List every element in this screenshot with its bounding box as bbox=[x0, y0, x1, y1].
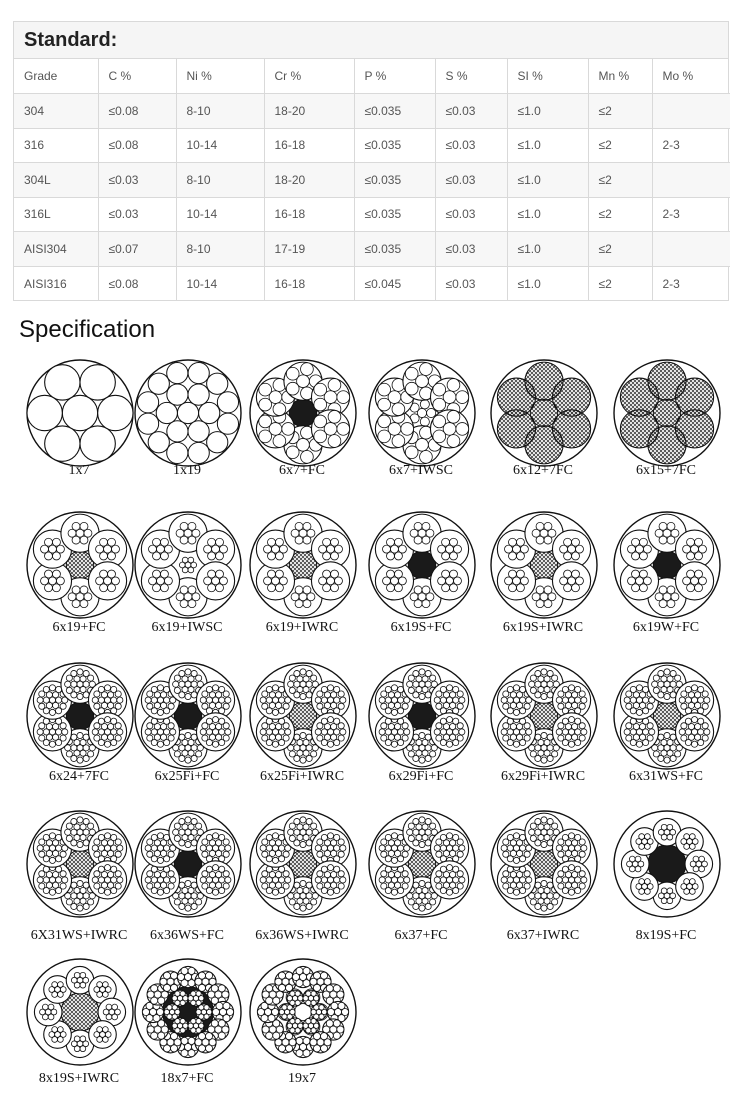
table-cell: 17-19 bbox=[264, 232, 354, 267]
table-header-row bbox=[14, 59, 730, 94]
table-cell: 2-3 bbox=[652, 197, 730, 232]
rope-diagram bbox=[607, 662, 725, 792]
rope-diagram-label: 6x19+IWSC bbox=[151, 620, 223, 635]
rope-cross-section-icon bbox=[134, 958, 242, 1066]
rope-diagram bbox=[243, 359, 361, 489]
rope-diagram-label: 19x7 bbox=[288, 1071, 316, 1086]
table-cell: ≤0.03 bbox=[435, 128, 507, 163]
table-cell: ≤0.03 bbox=[98, 163, 176, 198]
table-cell: ≤1.0 bbox=[507, 94, 588, 129]
rope-diagram bbox=[607, 511, 725, 641]
rope-diagram-label: 18x7+FC bbox=[160, 1071, 214, 1086]
rope-cross-section-icon bbox=[134, 359, 242, 467]
table-cell: 10-14 bbox=[176, 266, 264, 301]
table-cell: 304 bbox=[14, 94, 98, 129]
table-cell: ≤0.03 bbox=[435, 232, 507, 267]
rope-diagram bbox=[243, 662, 361, 792]
rope-cross-section-icon bbox=[249, 958, 357, 1066]
table-cell: ≤0.07 bbox=[98, 232, 176, 267]
column-header: C % bbox=[98, 59, 176, 94]
table-cell: ≤0.035 bbox=[354, 128, 435, 163]
table-cell: ≤0.035 bbox=[354, 232, 435, 267]
table-cell: 8-10 bbox=[176, 94, 264, 129]
table-cell: AISI316 bbox=[14, 266, 98, 301]
rope-cross-section-icon bbox=[26, 511, 134, 619]
rope-diagram-label: 6x19W+FC bbox=[632, 620, 700, 635]
rope-diagram-label: 6x24+7FC bbox=[48, 769, 110, 784]
rope-cross-section-icon bbox=[368, 662, 476, 770]
rope-diagram bbox=[20, 511, 138, 641]
rope-diagram bbox=[484, 662, 602, 792]
rope-diagram-label: 6x29Fi+FC bbox=[388, 769, 454, 784]
rope-cross-section-icon bbox=[490, 359, 598, 467]
table-cell: 16-18 bbox=[264, 266, 354, 301]
rope-cross-section-icon bbox=[613, 662, 721, 770]
table-cell: ≤2 bbox=[588, 128, 652, 163]
rope-cross-section-icon bbox=[490, 662, 598, 770]
column-header: P % bbox=[354, 59, 435, 94]
table-cell: ≤0.035 bbox=[354, 94, 435, 129]
table-cell: ≤1.0 bbox=[507, 197, 588, 232]
rope-diagram-label: 6x12+7FC bbox=[512, 463, 574, 478]
rope-diagram bbox=[128, 359, 246, 489]
column-header: SI % bbox=[507, 59, 588, 94]
rope-cross-section-icon bbox=[490, 511, 598, 619]
table-cell: ≤1.0 bbox=[507, 266, 588, 301]
table-cell: ≤0.03 bbox=[435, 197, 507, 232]
table-cell: ≤1.0 bbox=[507, 163, 588, 198]
rope-diagram bbox=[362, 359, 480, 489]
table-cell: ≤2 bbox=[588, 163, 652, 198]
table-cell: ≤2 bbox=[588, 232, 652, 267]
rope-diagram-label: 1x7 bbox=[68, 463, 90, 478]
table-cell: 16-18 bbox=[264, 128, 354, 163]
table-cell: ≤0.08 bbox=[98, 266, 176, 301]
table-cell: 10-14 bbox=[176, 128, 264, 163]
specification-title: Specification bbox=[19, 316, 156, 343]
table-cell: AISI304 bbox=[14, 232, 98, 267]
rope-diagram bbox=[128, 511, 246, 641]
rope-diagram-label: 6x31WS+FC bbox=[628, 769, 704, 784]
rope-diagram-label: 8x19S+FC bbox=[635, 928, 697, 943]
table-cell: ≤1.0 bbox=[507, 128, 588, 163]
rope-cross-section-icon bbox=[368, 359, 476, 467]
table-cell: ≤0.03 bbox=[435, 163, 507, 198]
rope-cross-section-icon bbox=[134, 511, 242, 619]
rope-cross-section-icon bbox=[249, 511, 357, 619]
table-cell: 316L bbox=[14, 197, 98, 232]
rope-diagram bbox=[20, 662, 138, 792]
rope-diagram-label: 6x37+IWRC bbox=[506, 928, 580, 943]
column-header: Grade bbox=[14, 59, 98, 94]
table-cell: 316 bbox=[14, 128, 98, 163]
rope-diagram bbox=[484, 511, 602, 641]
rope-diagram bbox=[128, 810, 246, 943]
table-cell: ≤2 bbox=[588, 94, 652, 129]
column-header: Ni % bbox=[176, 59, 264, 94]
rope-cross-section-icon bbox=[26, 662, 134, 770]
rope-diagram bbox=[20, 359, 138, 489]
rope-diagram-label: 6x19S+FC bbox=[390, 620, 452, 635]
rope-diagram bbox=[362, 810, 480, 943]
rope-cross-section-icon bbox=[368, 511, 476, 619]
table-cell: ≤1.0 bbox=[507, 232, 588, 267]
table-cell: 2-3 bbox=[652, 128, 730, 163]
standard-title: Standard: bbox=[14, 22, 728, 59]
table-cell: ≤0.03 bbox=[435, 266, 507, 301]
rope-diagram-label: 6x36WS+FC bbox=[149, 928, 225, 943]
rope-diagram-label: 6x15+7FC bbox=[635, 463, 697, 478]
table-cell: ≤0.08 bbox=[98, 94, 176, 129]
column-header: S % bbox=[435, 59, 507, 94]
rope-diagram-label: 6x25Fi+FC bbox=[154, 769, 220, 784]
rope-diagram-label: 6x29Fi+IWRC bbox=[500, 769, 586, 784]
rope-cross-section-icon bbox=[613, 810, 721, 918]
rope-diagram-label: 6x37+FC bbox=[394, 928, 448, 943]
table-cell bbox=[652, 232, 730, 267]
rope-cross-section-icon bbox=[613, 359, 721, 467]
table-cell: 8-10 bbox=[176, 232, 264, 267]
table-cell: 10-14 bbox=[176, 197, 264, 232]
rope-diagram-label: 1x19 bbox=[173, 463, 201, 478]
rope-cross-section-icon bbox=[613, 511, 721, 619]
rope-diagram bbox=[20, 958, 138, 1088]
rope-diagram-label: 8x19S+IWRC bbox=[38, 1071, 120, 1086]
table-cell: ≤0.08 bbox=[98, 128, 176, 163]
rope-cross-section-icon bbox=[134, 662, 242, 770]
table-cell: 2-3 bbox=[662, 276, 680, 291]
table-cell: 8-10 bbox=[176, 163, 264, 198]
rope-diagram bbox=[362, 662, 480, 792]
table-row bbox=[14, 197, 730, 232]
rope-cross-section-icon bbox=[26, 359, 134, 467]
rope-diagram bbox=[484, 359, 602, 489]
column-header: Mn % bbox=[588, 59, 652, 94]
rope-diagram bbox=[607, 359, 725, 489]
composition-table bbox=[14, 59, 730, 301]
rope-diagram bbox=[607, 810, 725, 943]
table-row bbox=[14, 94, 730, 129]
table-cell: 304L bbox=[14, 163, 98, 198]
table-cell: ≤2 bbox=[588, 266, 652, 301]
rope-cross-section-icon bbox=[249, 810, 357, 918]
table-row bbox=[14, 232, 730, 267]
rope-diagram-label: 6x36WS+IWRC bbox=[255, 928, 349, 943]
table-cell bbox=[652, 163, 730, 198]
rope-diagram bbox=[243, 958, 361, 1088]
column-header: Cr % bbox=[264, 59, 354, 94]
rope-cross-section-icon bbox=[249, 359, 357, 467]
table-cell: ≤2 bbox=[588, 197, 652, 232]
rope-diagram bbox=[484, 810, 602, 943]
table-row bbox=[14, 128, 730, 163]
table-cell: ≤0.035 bbox=[354, 163, 435, 198]
table-cell bbox=[652, 94, 730, 129]
table-cell: ≤0.045 bbox=[354, 266, 435, 301]
rope-diagram-label: 6x19+FC bbox=[52, 620, 106, 635]
rope-diagram-label: 6x7+FC bbox=[278, 463, 326, 478]
rope-diagram bbox=[243, 810, 361, 943]
table-cell: 16-18 bbox=[264, 197, 354, 232]
table-cell: 18-20 bbox=[264, 94, 354, 129]
table-cell: 18-20 bbox=[264, 163, 354, 198]
standard-table-panel bbox=[13, 21, 729, 301]
rope-diagram bbox=[362, 511, 480, 641]
rope-diagram-label: 6x25Fi+IWRC bbox=[259, 769, 345, 784]
table-cell: ≤0.03 bbox=[435, 94, 507, 129]
rope-cross-section-icon bbox=[368, 810, 476, 918]
rope-diagram-label: 6x19S+IWRC bbox=[502, 620, 584, 635]
rope-diagram bbox=[128, 958, 246, 1088]
rope-cross-section-icon bbox=[26, 810, 134, 918]
rope-diagram bbox=[128, 662, 246, 792]
rope-diagram-label: 6x7+IWSC bbox=[389, 463, 453, 478]
rope-cross-section-icon bbox=[26, 958, 134, 1066]
rope-diagram-label: 6x19+IWRC bbox=[265, 620, 339, 635]
table-cell: ≤0.03 bbox=[98, 197, 176, 232]
rope-cross-section-icon bbox=[490, 810, 598, 918]
table-row bbox=[14, 266, 730, 301]
table-cell: ≤0.035 bbox=[354, 197, 435, 232]
rope-cross-section-icon bbox=[249, 662, 357, 770]
rope-diagram-label: 6X31WS+IWRC bbox=[30, 928, 128, 943]
rope-diagram bbox=[20, 810, 138, 943]
rope-diagram bbox=[243, 511, 361, 641]
table-row bbox=[14, 163, 730, 198]
column-header: Mo % bbox=[652, 59, 730, 94]
rope-cross-section-icon bbox=[134, 810, 242, 918]
